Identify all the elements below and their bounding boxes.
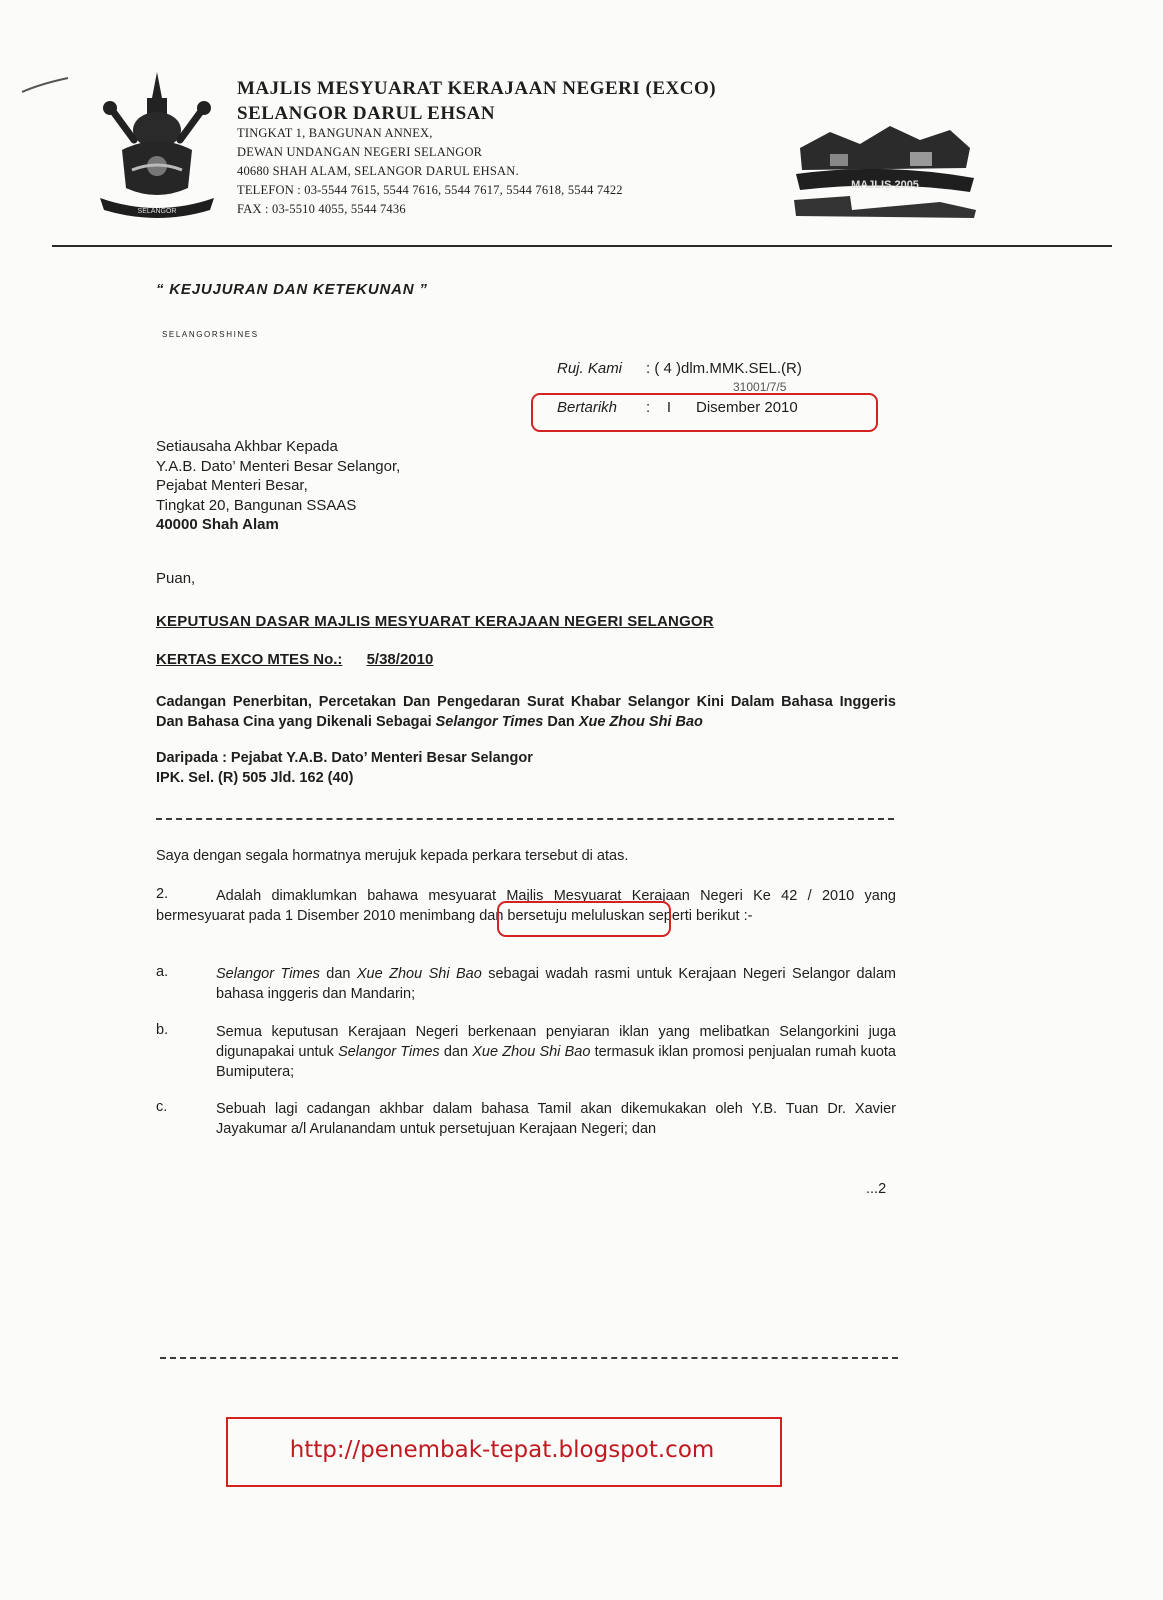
cadangan-text-1: Cadangan Penerbitan, Percetakan Dan Pengedaran Surat Khabar Selangor Kini Dalam Bahasa Inggeris Dan Bahasa Cina yang Dikenali Sebagai: [156, 694, 896, 730]
recipient-line-2: Y.A.B. Dato’ Menteri Besar Selangor,: [156, 457, 401, 475]
ruj-kami-label: Ruj. Kami: [557, 360, 623, 377]
header-phone: TELEFON : 03-5544 7615, 5544 7616, 5544 7617, 5544 7618, 5544 7422: [237, 183, 623, 197]
ruj-kami-value: : ( 4 )dlm.MMK.SEL.(R): [646, 360, 802, 377]
item-c-text: [216, 1099, 896, 1139]
bertarikh-label: Bertarikh: [557, 399, 618, 416]
header-title-2: SELANGOR DARUL EHSAN: [237, 103, 496, 124]
header-address-2: DEWAN UNDANGAN NEGERI SELANGOR: [237, 145, 483, 159]
para-2-text-a: Adalah dimaklumkan bahawa mesyuarat Majlis Mesyuarat Kerajaan Negeri Ke 42 / 2010 yang bermesyuarat pada: [156, 888, 896, 924]
item-b-text-1: Semua keputusan Kerajaan Negeri berkenaan penyiaran iklan yang melibatkan Selangorkini juga digunapakai untuk: [216, 1024, 896, 1060]
salutation: Puan,: [156, 570, 196, 587]
kertas-exco: [156, 651, 433, 668]
section-divider: [156, 818, 894, 820]
para-2-text-b: menimbang dan bersetuju meluluskan seperti berikut :-: [395, 908, 753, 924]
recipient-line-3: Pejabat Menteri Besar,: [156, 477, 308, 494]
item-a-marker: a.: [156, 964, 169, 980]
item-a-italic-2: Xue Zhou Shi Bao: [356, 966, 482, 982]
exco-emblem-icon: [790, 118, 980, 222]
item-b-text-2: dan: [439, 1044, 473, 1060]
item-a-italic-1: Selangor Times: [216, 966, 320, 982]
cadangan-italic-2: Xue Zhou Shi Bao: [578, 714, 703, 730]
cadangan-title: [156, 692, 896, 732]
cadangan-text-2: Dan: [543, 714, 579, 730]
date-highlight-box: [531, 393, 878, 432]
emblem-text: MAJLIS 2005: [851, 179, 919, 191]
para-2-number: 2.: [156, 886, 169, 902]
ipk-ref: IPK. Sel. (R) 505 Jld. 162 (40): [156, 770, 354, 786]
ruj-kami-value-2: 31001/7/5: [733, 380, 787, 394]
item-b-text-3: termasuk iklan promosi penjualan rumah kuota Bumiputera;: [216, 1044, 896, 1080]
cadangan-italic-1: Selangor Times: [435, 714, 544, 730]
recipient-line-1: Setiausaha Akhbar Kepada: [156, 438, 338, 455]
watermark-url[interactable]: http://penembak-tepat.blogspot.com: [289, 1437, 715, 1463]
item-a-text-1: dan: [319, 966, 357, 982]
bertarikh-value: : I Disember 2010: [646, 399, 798, 416]
meeting-date-highlight-box: [497, 901, 671, 937]
subject-heading: KEPUTUSAN DASAR MAJLIS MESYUARAT KERAJAAN NEGERI SELANGOR: [156, 613, 714, 630]
daripada: Daripada : Pejabat Y.A.B. Dato’ Menteri Besar Selangor: [156, 750, 533, 766]
item-b-italic-2: Xue Zhou Shi Bao: [472, 1044, 591, 1060]
recipient-line-4: Tingkat 20, Bangunan SSAAS: [156, 496, 357, 514]
para-2-date: 1 Disember 2010: [284, 908, 396, 924]
item-b-text: [216, 1022, 896, 1082]
header-fax: FAX : 03-5510 4055, 5544 7436: [237, 202, 406, 216]
kertas-exco-value: 5/38/2010: [366, 651, 434, 668]
crest-label: SELANGOR: [137, 208, 177, 215]
item-c-text-1: Sebuah lagi cadangan akhbar dalam bahasa Tamil akan dikemukakan oleh Y.B. Tuan Dr. Xavier Jayakumar a/l Arulanandam untuk persetujuan Kerajaan Negeri; dan: [216, 1101, 896, 1137]
pen-mark: [20, 74, 72, 96]
motto: “ KEJUJURAN DAN KETEKUNAN ”: [156, 281, 428, 298]
header-title-1: MAJLIS MESYUARAT KERAJAAN NEGERI (EXCO): [237, 78, 717, 99]
kertas-exco-label: KERTAS EXCO MTES No.:: [156, 651, 343, 668]
footer-divider: [160, 1357, 898, 1359]
item-c-marker: c.: [156, 1099, 168, 1115]
intro-paragraph: Saya dengan segala hormatnya merujuk kepada perkara tersebut di atas.: [156, 848, 629, 864]
selangor-crest-icon: [92, 70, 222, 220]
small-code: SELANGORSHINES: [162, 330, 259, 339]
item-b-marker: b.: [156, 1022, 169, 1038]
recipient-block: [156, 437, 400, 535]
item-a-text-2: sebagai wadah rasmi untuk Kerajaan Negeri Selangor dalam bahasa inggeris dan Mandarin;: [216, 966, 896, 1002]
header-address-3: 40680 SHAH ALAM, SELANGOR DARUL EHSAN.: [237, 164, 519, 178]
item-a-text: [216, 964, 896, 1004]
item-b-italic-1: Selangor Times: [338, 1044, 440, 1060]
header-divider: [52, 245, 1112, 247]
page-continuation: ...2: [866, 1181, 887, 1197]
recipient-line-5: 40000 Shah Alam: [156, 516, 279, 533]
header-address-1: TINGKAT 1, BANGUNAN ANNEX,: [237, 126, 433, 140]
